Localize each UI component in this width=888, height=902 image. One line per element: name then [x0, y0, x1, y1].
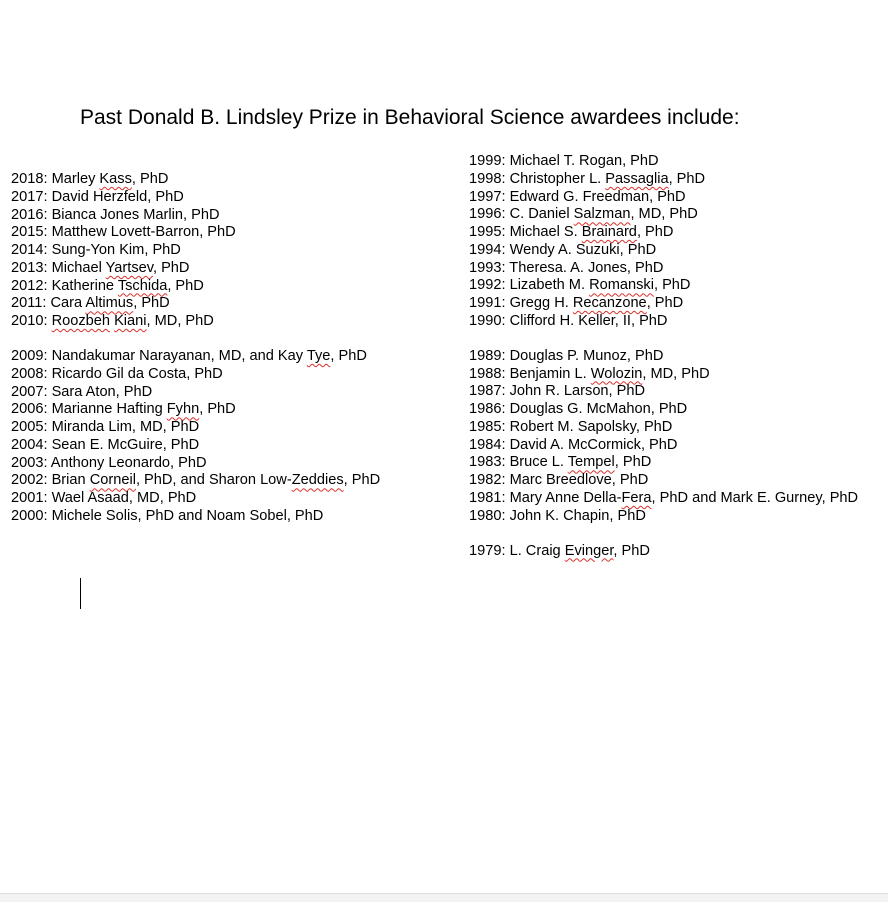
awardee-entry: [469, 189, 858, 207]
entry-text: 2006: Marianne Hafting: [11, 401, 167, 418]
entry-text: 2013: Michael: [11, 259, 106, 276]
awardee-entry: [469, 295, 858, 313]
entry-text: 1990: Clifford H. Keller, II, PhD: [469, 312, 668, 329]
entry-text: 2018: Marley: [11, 171, 100, 187]
spellcheck-flagged-word: Altimus: [85, 295, 134, 312]
entry-text: , MD, PhD: [630, 206, 698, 223]
awardees-column-left: [11, 171, 380, 526]
spellcheck-flagged-word: Kass: [99, 171, 132, 187]
awardee-entry: [469, 543, 858, 561]
awardee-entry: [469, 454, 858, 472]
entry-text: 1996: C. Daniel: [469, 206, 574, 223]
entry-text: , PhD: [343, 472, 381, 489]
entry-text: , PhD: [613, 542, 650, 559]
entry-text: , PhD: [668, 170, 706, 187]
entry-text: 2011: Cara: [11, 295, 86, 312]
entry-text: 2016: Bianca Jones Marlin, PhD: [11, 206, 220, 223]
awardee-entry: [469, 366, 858, 384]
entry-text: 2000: Michele Solis, PhD and Noam Sobel, PhD: [11, 507, 324, 524]
awardee-entry: [11, 295, 380, 313]
entry-text: , MD, PhD: [146, 313, 214, 329]
awardee-entry: [469, 419, 858, 437]
entry-text: 2017: David Herzfeld, PhD: [11, 188, 184, 205]
awardee-entry: [11, 401, 380, 419]
awardees-column-right: [469, 153, 858, 560]
entry-text: 2001: Wael Asaad, MD, PhD: [11, 490, 197, 506]
spellcheck-flagged-word: Roozbeh: [51, 313, 110, 329]
spellcheck-flagged-word: Tye: [306, 348, 331, 364]
entry-text: 2015: Matthew Lovett-Barron, PhD: [11, 224, 236, 241]
entry-text: 1985: Robert M. Sapolsky, PhD: [469, 418, 673, 435]
entry-text: , PhD: [653, 277, 691, 294]
entry-text: 1994: Wendy A. Suzuki, PhD: [469, 241, 657, 258]
awardee-entry: [11, 313, 380, 331]
awardee-entry: [469, 437, 858, 455]
spellcheck-flagged-word: Romanski: [589, 277, 654, 294]
entry-text: 1993: Theresa. A. Jones, PhD: [469, 259, 664, 276]
awardee-group: [469, 153, 858, 331]
entry-text: 2003: Anthony Leonardo, PhD: [11, 454, 207, 471]
awardee-entry: [469, 242, 858, 260]
entry-text: 1982: Marc Breedlove, PhD: [469, 472, 649, 488]
spellcheck-flagged-word: Evinger: [564, 542, 614, 559]
spellcheck-flagged-word: Zeddies: [291, 472, 344, 489]
awardee-entry: [469, 277, 858, 295]
entry-text: 1979: L. Craig: [469, 542, 565, 559]
document-title: Past Donald B. Lindsley Prize in Behavioral Science awardees include:: [80, 106, 740, 129]
entry-text: 1980: John K. Chapin, PhD: [469, 507, 646, 524]
awardee-entry: [469, 171, 858, 189]
entry-text: 1983: Bruce L.: [469, 454, 568, 471]
awardee-entry: [469, 348, 858, 366]
entry-text: , PhD and Mark E. Gurney, PhD: [651, 489, 859, 506]
awardee-entry: [11, 366, 380, 384]
awardee-entry: [469, 260, 858, 278]
awardee-entry: [11, 384, 380, 402]
entry-text: 1986: Douglas G. McMahon, PhD: [469, 401, 688, 417]
entry-text: 1984: David A. McCormick, PhD: [469, 436, 678, 453]
entry-text: , MD, PhD: [642, 365, 710, 382]
spellcheck-flagged-word: Passaglia: [605, 170, 669, 187]
entry-text: , PhD: [636, 224, 674, 240]
awardee-entry: [11, 348, 380, 366]
entry-text: 2007: Sara Aton, PhD: [11, 383, 153, 400]
spellcheck-flagged-word: Corneil: [89, 472, 136, 489]
awardee-entry: [11, 171, 380, 189]
entry-text: , PhD: [330, 348, 367, 364]
text-cursor: [80, 578, 81, 609]
entry-text: , PhD: [131, 171, 169, 187]
entry-text: 2010:: [11, 313, 52, 329]
entry-text: 1997: Edward G. Freedman, PhD: [469, 188, 686, 205]
entry-text: 1999: Michael T. Rogan, PhD: [469, 153, 659, 169]
entry-text: 1989: Douglas P. Munoz, PhD: [469, 347, 664, 364]
entry-text: 2002: Brian: [11, 472, 90, 489]
awardee-group: [469, 348, 858, 526]
spellcheck-flagged-word: Fera: [621, 489, 652, 506]
entry-text: 2009: Nandakumar Narayanan, MD, and Kay: [11, 348, 307, 364]
awardee-entry: [469, 224, 858, 242]
awardee-group: [11, 171, 380, 331]
spellcheck-flagged-word: Fyhn: [166, 401, 200, 418]
entry-text: 1998: Christopher L.: [469, 170, 606, 187]
entry-text: , PhD: [646, 295, 684, 311]
entry-text: , PhD, and Sharon Low-: [135, 472, 292, 489]
entry-text: , PhD: [167, 277, 204, 294]
entry-text: 1991: Gregg H.: [469, 295, 573, 311]
awardee-entry: [469, 153, 858, 171]
spellcheck-flagged-word: Brainard: [581, 224, 637, 240]
entry-text: 2012: Katherine: [11, 277, 118, 294]
awardee-entry: [11, 224, 380, 242]
awardee-group: [469, 543, 858, 561]
entry-text: 2014: Sung-Yon Kim, PhD: [11, 242, 181, 258]
spellcheck-flagged-word: Yartsev: [105, 259, 153, 276]
awardee-entry: [11, 472, 380, 490]
awardee-entry: [11, 242, 380, 260]
spellcheck-flagged-word: Kiani: [114, 313, 147, 329]
awardee-group: [11, 348, 380, 526]
awardee-entry: [11, 189, 380, 207]
entry-text: 1987: John R. Larson, PhD: [469, 383, 646, 400]
awardee-entry: [469, 206, 858, 224]
awardee-entry: [11, 278, 380, 296]
spellcheck-flagged-word: Salzman: [573, 206, 631, 223]
spellcheck-flagged-word: Tempel: [567, 454, 615, 471]
awardee-entry: [469, 401, 858, 419]
awardee-entry: [11, 455, 380, 473]
entry-text: 2005: Miranda Lim, MD, PhD: [11, 419, 200, 435]
entry-text: 1992: Lizabeth M.: [469, 277, 590, 294]
awardee-entry: [11, 490, 380, 508]
awardee-entry: [469, 472, 858, 490]
awardee-entry: [469, 508, 858, 526]
entry-text: , PhD: [152, 259, 190, 276]
entry-text: 1981: Mary Anne Della-: [469, 489, 622, 506]
entry-text: , PhD: [133, 295, 170, 312]
awardee-entry: [11, 207, 380, 225]
entry-text: 2008: Ricardo Gil da Costa, PhD: [11, 365, 223, 382]
awardee-entry: [469, 383, 858, 401]
awardee-entry: [469, 313, 858, 331]
spellcheck-flagged-word: Wolozin: [590, 365, 643, 382]
spellcheck-flagged-word: Tschida: [117, 277, 168, 294]
awardee-entry: [11, 419, 380, 437]
entry-text: 1995: Michael S.: [469, 224, 582, 240]
awardee-entry: [11, 260, 380, 278]
entry-text: 2004: Sean E. McGuire, PhD: [11, 436, 200, 453]
entry-text: , PhD: [614, 454, 652, 471]
awardee-entry: [469, 490, 858, 508]
spellcheck-flagged-word: Recanzone: [572, 295, 647, 311]
awardee-entry: [11, 508, 380, 526]
awardee-entry: [11, 437, 380, 455]
entry-text: , PhD: [199, 401, 236, 418]
entry-text: 1988: Benjamin L.: [469, 365, 591, 382]
